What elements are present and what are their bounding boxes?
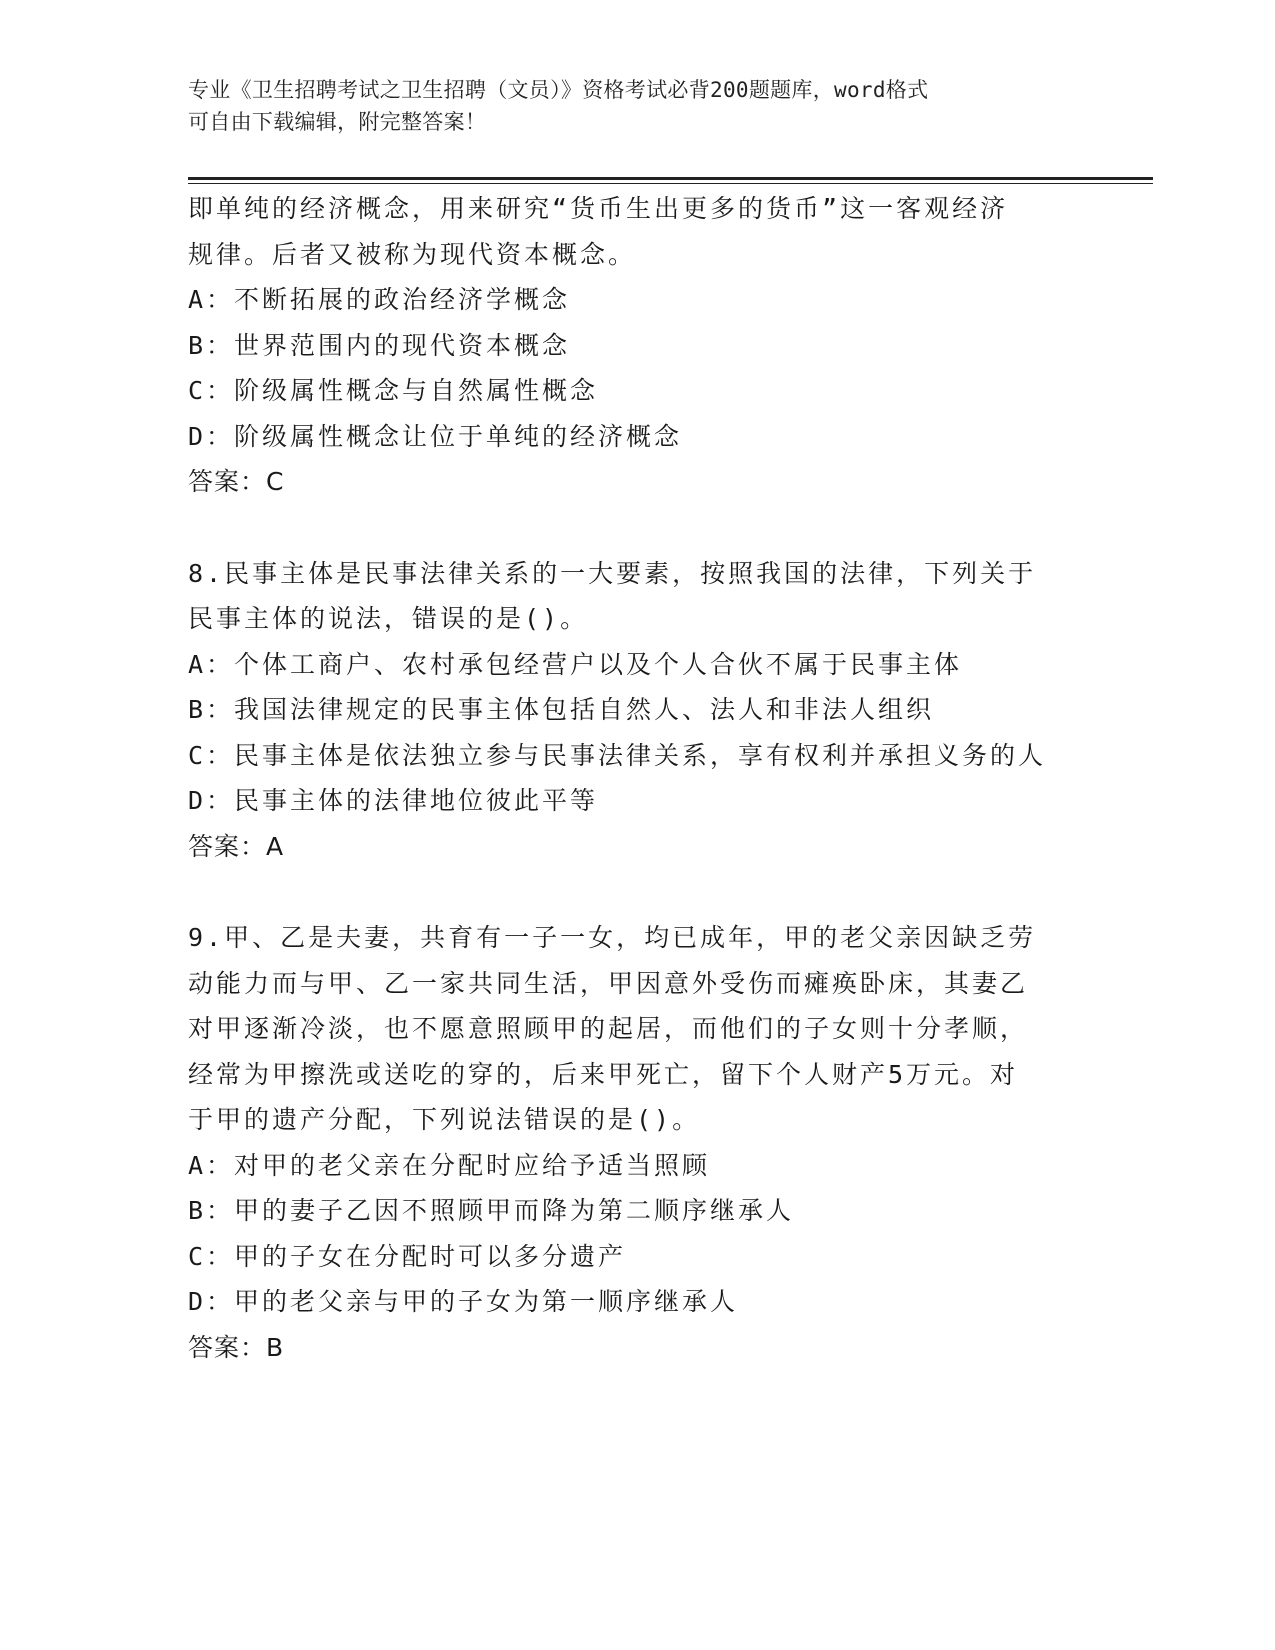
option-d: D：甲的老父亲与甲的子女为第一顺序继承人	[188, 1287, 739, 1316]
option-b: B：我国法律规定的民事主体包括自然人、法人和非法人组织	[188, 695, 935, 724]
option-a: A：对甲的老父亲在分配时应给予适当照顾	[188, 1150, 711, 1180]
question-text-line: 于甲的遗产分配，下列说法错误的是()。	[188, 1105, 701, 1134]
option-b: B：世界范围内的现代资本概念	[188, 330, 571, 360]
option-c: C：甲的子女在分配时可以多分遗产	[188, 1241, 627, 1271]
option-b: B：甲的妻子乙因不照顾甲而降为第二顺序继承人	[188, 1196, 795, 1225]
option-c: C：阶级属性概念与自然属性概念	[188, 376, 599, 405]
question-spacer	[188, 869, 1088, 915]
question-text-line: 动能力而与甲、乙一家共同生活，甲因意外受伤而瘫痪卧床，其妻乙	[188, 968, 1029, 998]
option-a: A：不断拓展的政治经济学概念	[188, 285, 571, 314]
question-content	[188, 186, 1088, 1370]
question-text-line: 规律。后者又被称为现代资本概念。	[188, 239, 637, 269]
question-spacer	[188, 505, 1088, 551]
document-header	[188, 74, 1068, 138]
option-d: D：民事主体的法律地位彼此平等	[188, 786, 599, 815]
question-text-line: 民事主体的说法，错误的是()。	[188, 604, 589, 633]
question-9-block	[188, 915, 1088, 1370]
question-text-line: 即单纯的经济概念，用来研究“货币生出更多的货币”这一客观经济	[188, 194, 1009, 223]
answer-line: 答案：A	[188, 831, 285, 861]
question-text-line: 8.民事主体是民事法律关系的一大要素，按照我国的法律，下列关于	[188, 558, 1037, 588]
question-8-block	[188, 551, 1088, 870]
answer-line: 答案：C	[188, 467, 285, 496]
question-text-line: 对甲逐渐冷淡，也不愿意照顾甲的起居，而他们的子女则十分孝顺，	[188, 1014, 1029, 1043]
header-divider-thin	[188, 183, 1153, 184]
answer-line: 答案：B	[188, 1332, 285, 1362]
option-a: A：个体工商户、农村承包经营户以及个人合伙不属于民事主体	[188, 649, 963, 679]
question-7-block	[188, 186, 1088, 505]
option-d: D：阶级属性概念让位于单纯的经济概念	[188, 421, 683, 451]
question-text-line: 9.甲、乙是夫妻，共育有一子一女，均已成年，甲的老父亲因缺乏劳	[188, 923, 1037, 952]
question-text-line: 经常为甲擦洗或送吃的穿的，后来甲死亡，留下个人财产5万元。对	[188, 1059, 1019, 1089]
option-c: C：民事主体是依法独立参与民事法律关系，享有权利并承担义务的人	[188, 740, 1047, 770]
header-title-line-1: 专业《卫生招聘考试之卫生招聘（文员）》资格考试必背200题题库，word格式	[188, 78, 929, 102]
header-divider-thick	[188, 177, 1153, 180]
header-title-line-2: 可自由下载编辑，附完整答案！	[188, 110, 487, 134]
